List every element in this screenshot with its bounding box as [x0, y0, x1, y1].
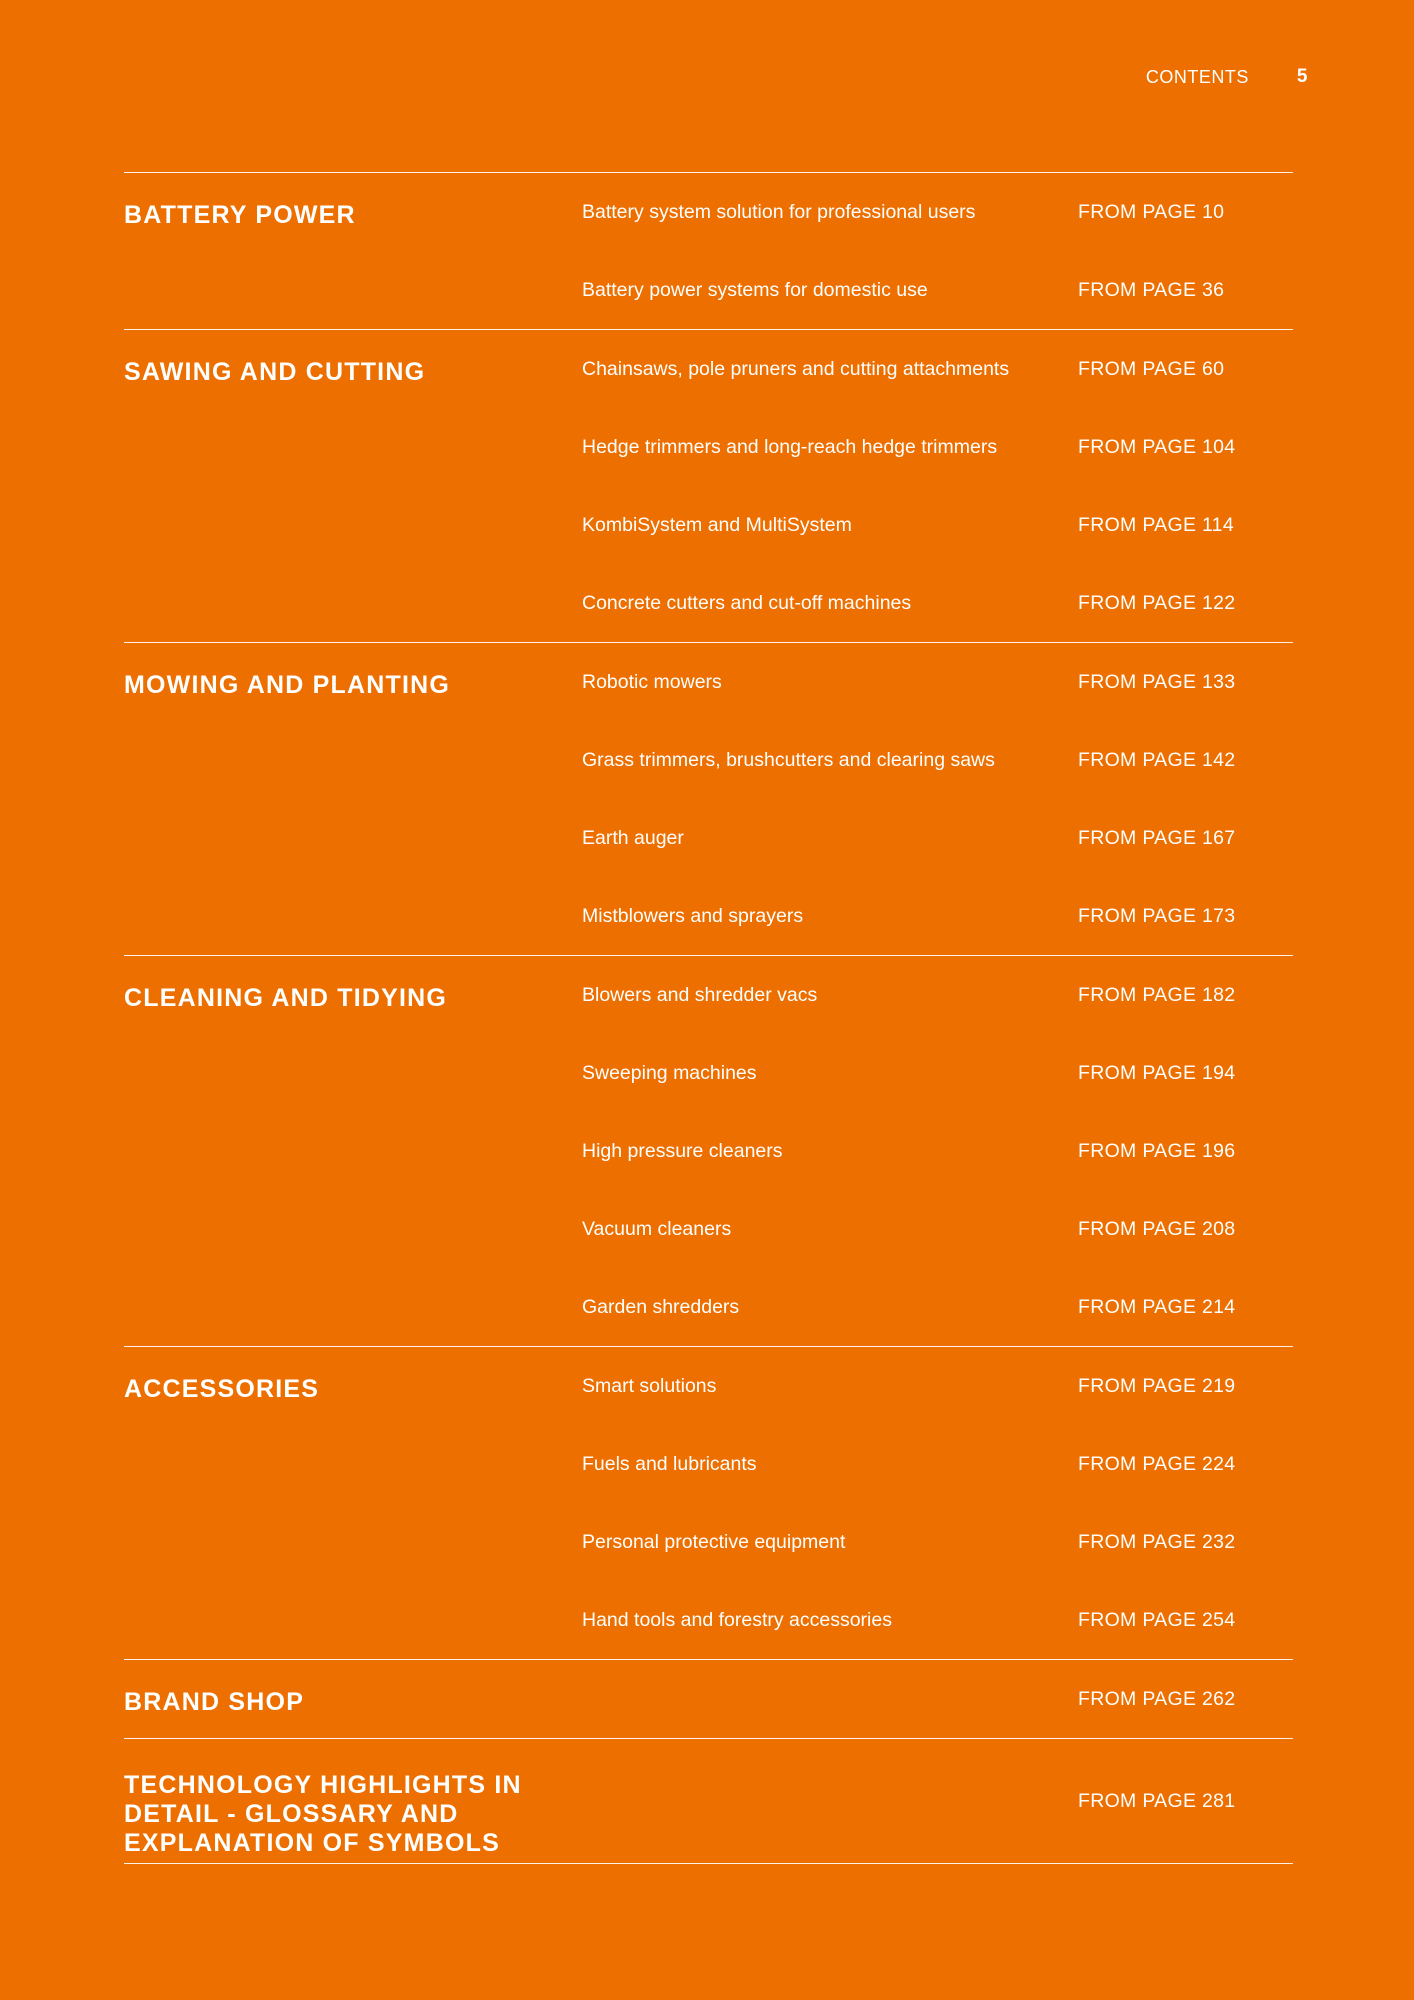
- toc-entry[interactable]: [124, 1034, 1293, 1112]
- toc-section: [124, 642, 1293, 955]
- header-contents-label: CONTENTS: [1145, 66, 1249, 87]
- section-title: MOWING AND PLANTING: [124, 671, 451, 699]
- entry-page-reference: FROM PAGE 232: [1078, 1530, 1236, 1553]
- header-page-number: 5: [1296, 66, 1308, 87]
- section-title: ACCESSORIES: [124, 1375, 320, 1403]
- entry-page-reference: FROM PAGE 60: [1078, 357, 1225, 380]
- entry-description: Garden shredders: [582, 1295, 740, 1318]
- toc-entry[interactable]: [124, 1581, 1293, 1659]
- entry-page-reference: FROM PAGE 36: [1078, 278, 1225, 301]
- entry-description: Mistblowers and sprayers: [582, 904, 804, 927]
- entry-description: Smart solutions: [582, 1374, 717, 1397]
- toc-entry[interactable]: [124, 1425, 1293, 1503]
- entry-page-reference: FROM PAGE 224: [1078, 1452, 1236, 1475]
- entry-page-reference: FROM PAGE 142: [1078, 748, 1236, 771]
- toc-entry[interactable]: [124, 1268, 1293, 1346]
- entry-description: Blowers and shredder vacs: [582, 983, 818, 1006]
- section-title: TECHNOLOGY HIGHLIGHTS IN DETAIL - GLOSSARY AND EXPLANATION OF SYMBOLS: [124, 1771, 522, 1857]
- entry-description: Grass trimmers, brushcutters and clearing saws: [582, 748, 995, 771]
- entry-page-reference: FROM PAGE 104: [1078, 435, 1236, 458]
- toc-entry[interactable]: [124, 564, 1293, 642]
- entry-description: Chainsaws, pole pruners and cutting attachments: [582, 357, 1010, 380]
- entry-description: Battery system solution for professional users: [582, 200, 976, 223]
- entry-page-reference: FROM PAGE 182: [1078, 983, 1236, 1006]
- toc-entry[interactable]: [124, 799, 1293, 877]
- entry-page-reference: FROM PAGE 208: [1078, 1217, 1236, 1240]
- entry-page-reference: FROM PAGE 173: [1078, 904, 1236, 927]
- entry-page-reference: FROM PAGE 214: [1078, 1295, 1236, 1318]
- toc-section: [124, 1346, 1293, 1659]
- toc-entry[interactable]: [124, 1112, 1293, 1190]
- entry-page-reference: FROM PAGE 122: [1078, 591, 1236, 614]
- entry-page-reference: FROM PAGE 114: [1078, 513, 1234, 536]
- table-of-contents: [124, 172, 1293, 1864]
- section-title: BATTERY POWER: [124, 201, 356, 229]
- entry-page-reference: FROM PAGE 262: [1078, 1687, 1236, 1710]
- entry-description: High pressure cleaners: [582, 1139, 783, 1162]
- entry-page-reference: FROM PAGE 167: [1078, 826, 1236, 849]
- toc-entry[interactable]: [124, 251, 1293, 329]
- section-title: SAWING AND CUTTING: [124, 358, 426, 386]
- toc-section: [124, 955, 1293, 1346]
- toc-section: [124, 1659, 1293, 1738]
- toc-entry[interactable]: [124, 721, 1293, 799]
- entry-description: Hand tools and forestry accessories: [582, 1608, 892, 1631]
- entry-description: Fuels and lubricants: [582, 1452, 757, 1475]
- toc-entry[interactable]: [124, 408, 1293, 486]
- section-title: BRAND SHOP: [124, 1688, 305, 1716]
- entry-page-reference: FROM PAGE 10: [1078, 200, 1225, 223]
- toc-entry[interactable]: [124, 1503, 1293, 1581]
- toc-entry[interactable]: [124, 1190, 1293, 1268]
- toc-entry[interactable]: [124, 877, 1293, 955]
- entry-description: Personal protective equipment: [582, 1530, 846, 1553]
- entry-page-reference: FROM PAGE 194: [1078, 1061, 1236, 1084]
- toc-section: [124, 329, 1293, 642]
- entry-description: Earth auger: [582, 826, 684, 849]
- toc-section: [124, 1738, 1293, 1864]
- entry-description: Vacuum cleaners: [582, 1217, 732, 1240]
- entry-description: Battery power systems for domestic use: [582, 278, 928, 301]
- entry-page-reference: FROM PAGE 254: [1078, 1608, 1236, 1631]
- entry-page-reference: FROM PAGE 281: [1078, 1789, 1236, 1812]
- entry-page-reference: FROM PAGE 219: [1078, 1374, 1236, 1397]
- entry-description: Sweeping machines: [582, 1061, 757, 1084]
- section-title: CLEANING AND TIDYING: [124, 984, 448, 1012]
- entry-description: Robotic mowers: [582, 670, 722, 693]
- entry-description: Concrete cutters and cut-off machines: [582, 591, 912, 614]
- toc-section: [124, 172, 1293, 329]
- entry-page-reference: FROM PAGE 133: [1078, 670, 1236, 693]
- entry-page-reference: FROM PAGE 196: [1078, 1139, 1236, 1162]
- entry-description: Hedge trimmers and long-reach hedge trimmers: [582, 435, 998, 458]
- page-header: [1146, 66, 1308, 88]
- toc-entry[interactable]: [124, 486, 1293, 564]
- entry-description: KombiSystem and MultiSystem: [582, 513, 852, 536]
